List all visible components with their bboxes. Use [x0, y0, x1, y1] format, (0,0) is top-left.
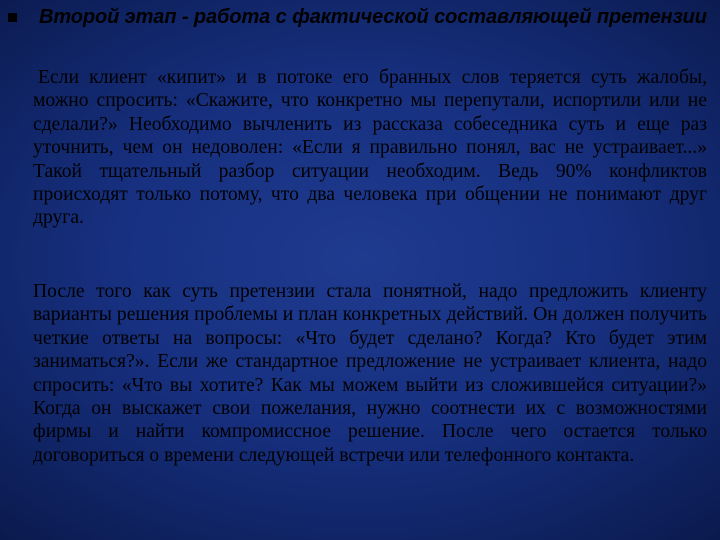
body-paragraph-2: После того как суть претензии стала понятной, надо предложить клиенту варианты решения проблемы и план конкретных действий. Он должен получить четкие ответы на вопросы: «Что будет сделано? Когда? Кто будет этим заниматься?». Если же стандартное предложение не устраивает клиента, надо спросить: «Что вы хотите? Как мы можем выйти из сложившейся ситуации?» Когда он выскажет свои пожелания, нужно соотнести их с возможностями фирмы и найти компромиссное решение. После чего остается только договориться о времени следующей встречи или телефонного контакта. — [33, 281, 707, 466]
square-bullet-icon — [8, 13, 17, 22]
slide-title: Второй этап - работа с фактической составляющей претензии — [39, 5, 707, 28]
title-row — [8, 4, 714, 30]
body-paragraph-1: Если клиент «кипит» и в потоке его бранных слов теряется суть жалобы, можно спросить: «Скажите, что конкретно мы перепутали, испортили или не сделали?» Необходимо вычленить из рассказа собеседника суть и еще раз уточнить, чем он недоволен: «Если я правильно понял, вас не устраивает...» Такой тщательный разбор ситуации необходим. Ведь 90% конфликтов происходят только потому, что два человека при общении не понимают друг друга. — [33, 67, 707, 229]
